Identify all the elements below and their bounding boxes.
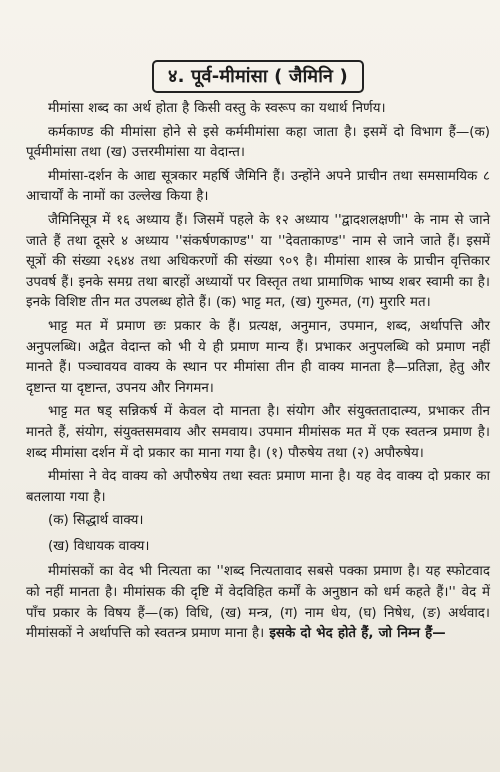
paragraph-jaiminisutra: जैमिनिसूत्र में १६ अध्याय हैं। जिसमें पहले के १२ अध्याय ''द्वादशलक्षणी'' के नाम से जाने जाते हैं तथा दूसरे ४ अध्याय ''संकर्षणकाण्ड'' या ''देवताकाण्ड'' नाम से जाने जाते हैं। इसमें सूत्रों की संख्या २६४४ तथा अधिकरणों की संख्या ९०९ है। मीमांसा शास्त्र के प्राचीन वृत्तिकार उपवर्ष हैं। इनके समग्र तथा बारहों अध्यायों पर विस्तृत तथा प्रामाणिक भाष्य शबर स्वामी का है। इनके विशिष्ट तीन मत उपलब्ध होते हैं। (क) भाट्ट मत, (ख) गुरुमत, (ग) मुरारि मत। xyxy=(26,212,490,311)
list-item-siddhartha: (क) सिद्धार्थ वाक्य। xyxy=(48,513,144,529)
paragraph-pramana: भाट्ट मत में प्रमाण छः प्रकार के हैं। प्रत्यक्ष, अनुमान, उपमान, शब्द, अर्थापत्ति और अनुपलब्धि। अद्वैत वेदान्त को भी ये ही प्रमाण मान्य हैं। प्रभाकर अनुपलब्धि को प्रमाण नहीं मानते हैं। पञ्चावयव वाक्य के स्थान पर मीमांसा तीन ही वाक्य मानता है—प्रतिज्ञा, हेतु और दृष्टान्त या दृष्टान्त, उपनय और निगमन। xyxy=(26,318,490,396)
paragraph-nityata-text: मीमांसकों का वेद भी नित्यता का ''शब्द नित्यतावाद सबसे पक्का प्रमाण है। यह स्फोटवाद को नहीं मानता है। मीमांसक की दृष्टि में वेदविहित कर्मों के अनुष्ठान को धर्म कहते हैं।'' वेद में पाँच प्रकार के विषय हैं—(क) विधि, (ख) मन्त्र, (ग) नाम धेय, (घ) निषेध, (ङ) अर्थवाद। मीमांसकों ने अर्थापत्ति को स्वतन्त्र प्रमाण माना है। xyxy=(26,564,490,642)
paragraph-veda-vakya: मीमांसा ने वेद वाक्य को अपौरुषेय तथा स्वतः प्रमाण माना है। यह वेद वाक्य दो प्रकार का बतलाया गया है। xyxy=(26,469,490,505)
section-title: ४. पूर्व-मीमांसा ( जैमिनि ) xyxy=(152,60,364,93)
paragraph-nityata-bold: इसके दो भेद होते हैं, जो निम्न हैं— xyxy=(264,626,446,642)
section-title-wrapper xyxy=(26,60,490,93)
paragraph-nityata xyxy=(26,562,490,644)
paragraph-karmakanda: कर्मकाण्ड की मीमांसा होने से इसे कर्ममीमांसा कहा जाता है। इसमें दो विभाग हैं—(क) पूर्वमीमांसा तथा (ख) उत्तरमीमांसा या वेदान्त। xyxy=(26,124,490,161)
paragraph-sannikarsha: भाट्ट मत षड् सन्निकर्ष में केवल दो मानता है। संयोग और संयुक्ततादात्म्य, प्रभाकर तीन मानते हैं, संयोग, संयुक्तसमवाय और समवाय। उपमान मीमांसक मत में एक स्वतन्त्र प्रमाण है। शब्द मीमांसा दर्शन में दो प्रकार का माना गया है। (१) पौरुषेय तथा (२) अपौरुषेय। xyxy=(26,404,490,461)
paragraph-definition: मीमांसा शब्द का अर्थ होता है किसी वस्तु के स्वरूप का यथार्थ निर्णय। xyxy=(48,101,386,116)
list-item-vidhayaka: (ख) विधायक वाक्य। xyxy=(48,538,150,554)
paragraph-jaimini: मीमांसा-दर्शन के आद्य सूत्रकार महर्षि जैमिनि हैं। उन्होंने अपने प्राचीन तथा समसामयिक ८ आचार्यों के नामों का उल्लेख किया है। xyxy=(26,168,490,205)
